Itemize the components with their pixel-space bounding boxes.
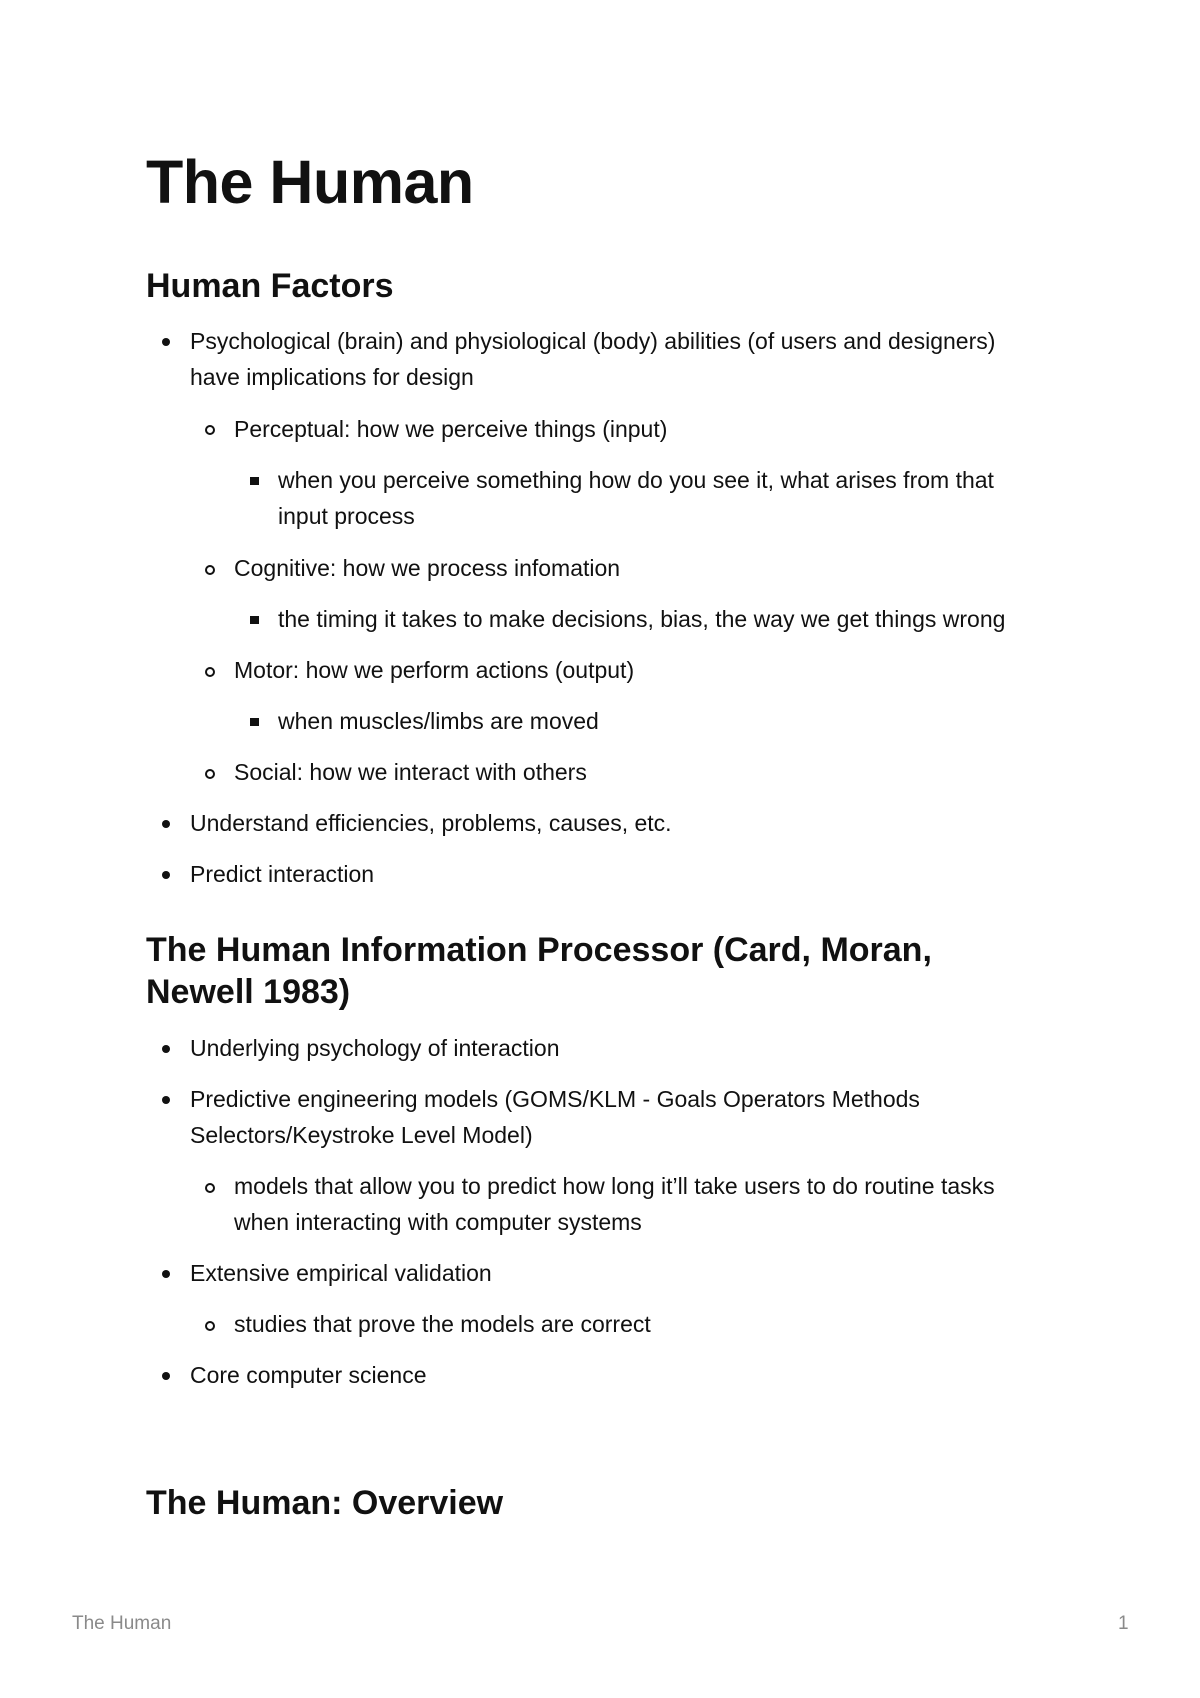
list-item-text: input process: [278, 503, 415, 529]
list-item-text: Perceptual: how we perceive things (input): [234, 416, 668, 442]
bullet-dot-icon: [162, 1270, 170, 1278]
list-item-text: have implications for design: [190, 364, 474, 390]
list-item-text: Selectors/Keystroke Level Model): [190, 1122, 533, 1148]
list-item-text: Understand efficiencies, problems, causes, etc.: [190, 810, 672, 836]
bullet-square-icon: [250, 616, 259, 624]
list-item-text: Motor: how we perform actions (output): [234, 657, 635, 683]
list-item-text: Core computer science: [190, 1362, 427, 1388]
bullet-dot-icon: [162, 820, 170, 828]
list-item-text: Predict interaction: [190, 861, 375, 887]
list-item-text: when muscles/limbs are moved: [278, 708, 599, 734]
bullet-circle-icon: [205, 1183, 215, 1193]
section-heading-human-factors: Human Factors: [146, 267, 394, 305]
list-item-text: Predictive engineering models (GOMS/KLM - Goals Operators Methods: [190, 1086, 920, 1112]
page-title: The Human: [146, 148, 474, 216]
bullet-circle-icon: [205, 667, 215, 677]
footer-page-number: 1: [1118, 1613, 1129, 1634]
section-heading-line: The Human Information Processor (Card, Moran,: [146, 931, 932, 969]
bullet-dot-icon: [162, 1096, 170, 1104]
list-item-text: studies that prove the models are correct: [234, 1311, 651, 1337]
bullet-circle-icon: [205, 769, 215, 779]
bullet-square-icon: [250, 718, 259, 726]
list-item-text: Cognitive: how we process infomation: [234, 555, 621, 581]
list-item-text: Social: how we interact with others: [234, 759, 587, 785]
bullet-circle-icon: [205, 1321, 215, 1331]
list-item-text: models that allow you to predict how long it’ll take users to do routine tasks: [234, 1173, 995, 1199]
bullet-dot-icon: [162, 871, 170, 879]
bullet-dot-icon: [162, 1045, 170, 1053]
section-heading-line: Newell 1983): [146, 973, 351, 1011]
section-heading-human-information-processor: [146, 929, 1046, 1013]
list-item-text: Extensive empirical validation: [190, 1260, 492, 1286]
bullet-dot-icon: [162, 338, 170, 346]
bullet-circle-icon: [205, 565, 215, 575]
footer-doc-title: The Human: [72, 1613, 172, 1634]
list-item-text: the timing it takes to make decisions, bias, the way we get things wrong: [278, 606, 1006, 632]
bullet-circle-icon: [205, 425, 215, 435]
section-heading-human-overview: The Human: Overview: [146, 1484, 504, 1522]
list-item-text: Psychological (brain) and physiological (body) abilities (of users and designers): [190, 328, 996, 354]
bullet-square-icon: [250, 477, 259, 485]
list-item-text: when interacting with computer systems: [234, 1209, 642, 1235]
list-item-text: when you perceive something how do you see it, what arises from that: [278, 467, 994, 493]
bullet-dot-icon: [162, 1372, 170, 1380]
list-item-text: Underlying psychology of interaction: [190, 1035, 560, 1061]
